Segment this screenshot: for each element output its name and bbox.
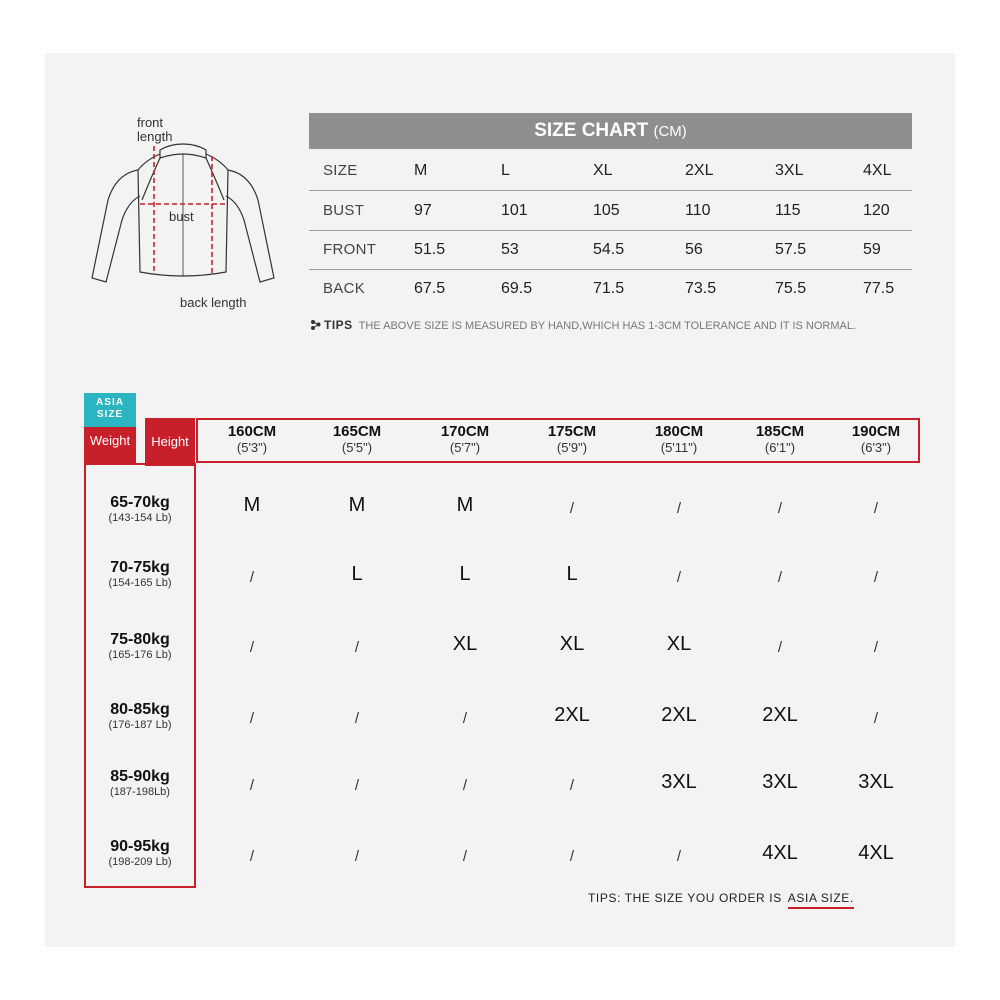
size-chart-cell: 56	[685, 241, 703, 258]
size-chart-cell: 75.5	[775, 280, 807, 297]
weight-row-label: 80-85kg (176-187 Lb)	[108, 701, 172, 731]
size-chart-cell: 69.5	[501, 280, 533, 297]
size-chart-cell: BACK	[323, 280, 366, 297]
size-cell: /	[569, 777, 575, 794]
size-chart-cell: BUST	[323, 202, 365, 219]
size-chart-cell: 97	[414, 202, 432, 219]
size-chart-cell: 110	[685, 202, 711, 219]
height-column-header: 160CM (5'3")	[227, 423, 277, 455]
size-cell: 3XL	[858, 771, 894, 793]
size-cell: 3XL	[661, 771, 697, 793]
size-chart-row-front	[309, 230, 912, 270]
size-chart-row-bust	[309, 191, 912, 231]
size-cell: 2XL	[554, 704, 590, 726]
size-cell: /	[249, 639, 255, 656]
back-length-label: back length	[180, 295, 247, 310]
size-cell: /	[462, 777, 468, 794]
height-column-header: 165CM (5'5")	[332, 423, 382, 455]
size-cell: /	[777, 500, 783, 517]
size-cell: /	[777, 569, 783, 586]
size-chart-cell: 57.5	[775, 241, 807, 258]
size-chart-cell: 67.5	[414, 280, 446, 297]
size-chart-cell: 59	[863, 241, 881, 258]
size-chart-cell: 73.5	[685, 280, 717, 297]
size-cell: /	[462, 710, 468, 727]
size-chart-cell: 120	[863, 202, 890, 219]
size-cell: /	[354, 777, 360, 794]
weight-row-label: 70-75kg (154-165 Lb)	[108, 559, 172, 589]
weight-row-label: 85-90kg (187-198Lb)	[110, 768, 170, 798]
share-nodes-icon	[310, 319, 321, 330]
measurement-tip: TIPS THE ABOVE SIZE IS MEASURED BY HAND,WHICH HAS 1-3CM TOLERANCE AND IT IS NORMAL.	[310, 318, 856, 332]
size-chart-cell: 101	[501, 202, 528, 219]
size-chart-cell: M	[414, 162, 428, 179]
size-chart-cell: 77.5	[863, 280, 895, 297]
size-cell: /	[873, 710, 879, 727]
size-chart-cell: 54.5	[593, 241, 625, 258]
height-column-header: 175CM (5'9")	[547, 423, 597, 455]
size-chart-title: SIZE CHART (CM)	[309, 113, 912, 149]
size-cell: XL	[559, 633, 585, 655]
size-chart-cell: 53	[501, 241, 519, 258]
size-chart-cell: SIZE	[323, 162, 358, 179]
size-cell: 4XL	[762, 842, 798, 864]
size-chart-cell: FRONT	[323, 241, 377, 258]
height-column-header: 170CM (5'7")	[440, 423, 490, 455]
height-header: Height	[145, 418, 195, 466]
size-cell: L	[351, 563, 363, 585]
size-cell: 3XL	[762, 771, 798, 793]
size-cell: /	[249, 569, 255, 586]
size-cell: /	[354, 848, 360, 865]
size-cell: /	[676, 848, 682, 865]
size-cell: L	[459, 563, 471, 585]
size-cell: M	[348, 494, 366, 516]
size-cell: M	[456, 494, 474, 516]
size-chart-cell: 3XL	[775, 162, 804, 179]
size-chart-cell: 4XL	[863, 162, 892, 179]
size-cell: /	[873, 639, 879, 656]
size-cell: 2XL	[762, 704, 798, 726]
size-cell: XL	[666, 633, 692, 655]
weight-row-label: 65-70kg (143-154 Lb)	[108, 494, 172, 524]
size-cell: 2XL	[661, 704, 697, 726]
size-chart-row-back	[309, 269, 912, 308]
size-cell: /	[249, 710, 255, 727]
size-cell: /	[249, 777, 255, 794]
size-chart-cell: 51.5	[414, 241, 446, 258]
size-cell: L	[566, 563, 578, 585]
size-cell: 4XL	[858, 842, 894, 864]
size-cell: /	[569, 848, 575, 865]
size-chart-header-row	[309, 151, 912, 191]
size-chart-cell: 115	[775, 202, 801, 219]
size-chart-cell: 105	[593, 202, 620, 219]
weight-row-label: 75-80kg (165-176 Lb)	[108, 631, 172, 661]
weight-column-frame	[84, 463, 196, 888]
weight-header: Weight	[84, 427, 136, 465]
size-cell: /	[873, 500, 879, 517]
size-chart-cell: 2XL	[685, 162, 714, 179]
size-chart-cell: XL	[593, 162, 613, 179]
asia-size-badge: ASIA SIZE	[84, 393, 136, 427]
size-cell: XL	[452, 633, 478, 655]
size-cell: /	[873, 569, 879, 586]
size-chart-cell: L	[501, 162, 510, 179]
size-cell: /	[354, 710, 360, 727]
order-size-tip: TIPS: THE SIZE YOU ORDER IS ASIA SIZE.	[588, 891, 854, 905]
height-column-header: 180CM (5'11")	[654, 423, 704, 455]
size-cell: M	[243, 494, 261, 516]
size-cell: /	[462, 848, 468, 865]
size-cell: /	[569, 500, 575, 517]
bust-label: bust	[169, 209, 194, 224]
height-column-header: 190CM (6'3")	[851, 423, 901, 455]
size-chart-cell: 71.5	[593, 280, 625, 297]
size-cell: /	[676, 569, 682, 586]
size-cell: /	[676, 500, 682, 517]
front-length-label: front length	[137, 115, 173, 144]
height-column-header: 185CM (6'1")	[755, 423, 805, 455]
weight-row-label: 90-95kg (198-209 Lb)	[108, 838, 172, 868]
size-cell: /	[249, 848, 255, 865]
size-cell: /	[777, 639, 783, 656]
size-cell: /	[354, 639, 360, 656]
